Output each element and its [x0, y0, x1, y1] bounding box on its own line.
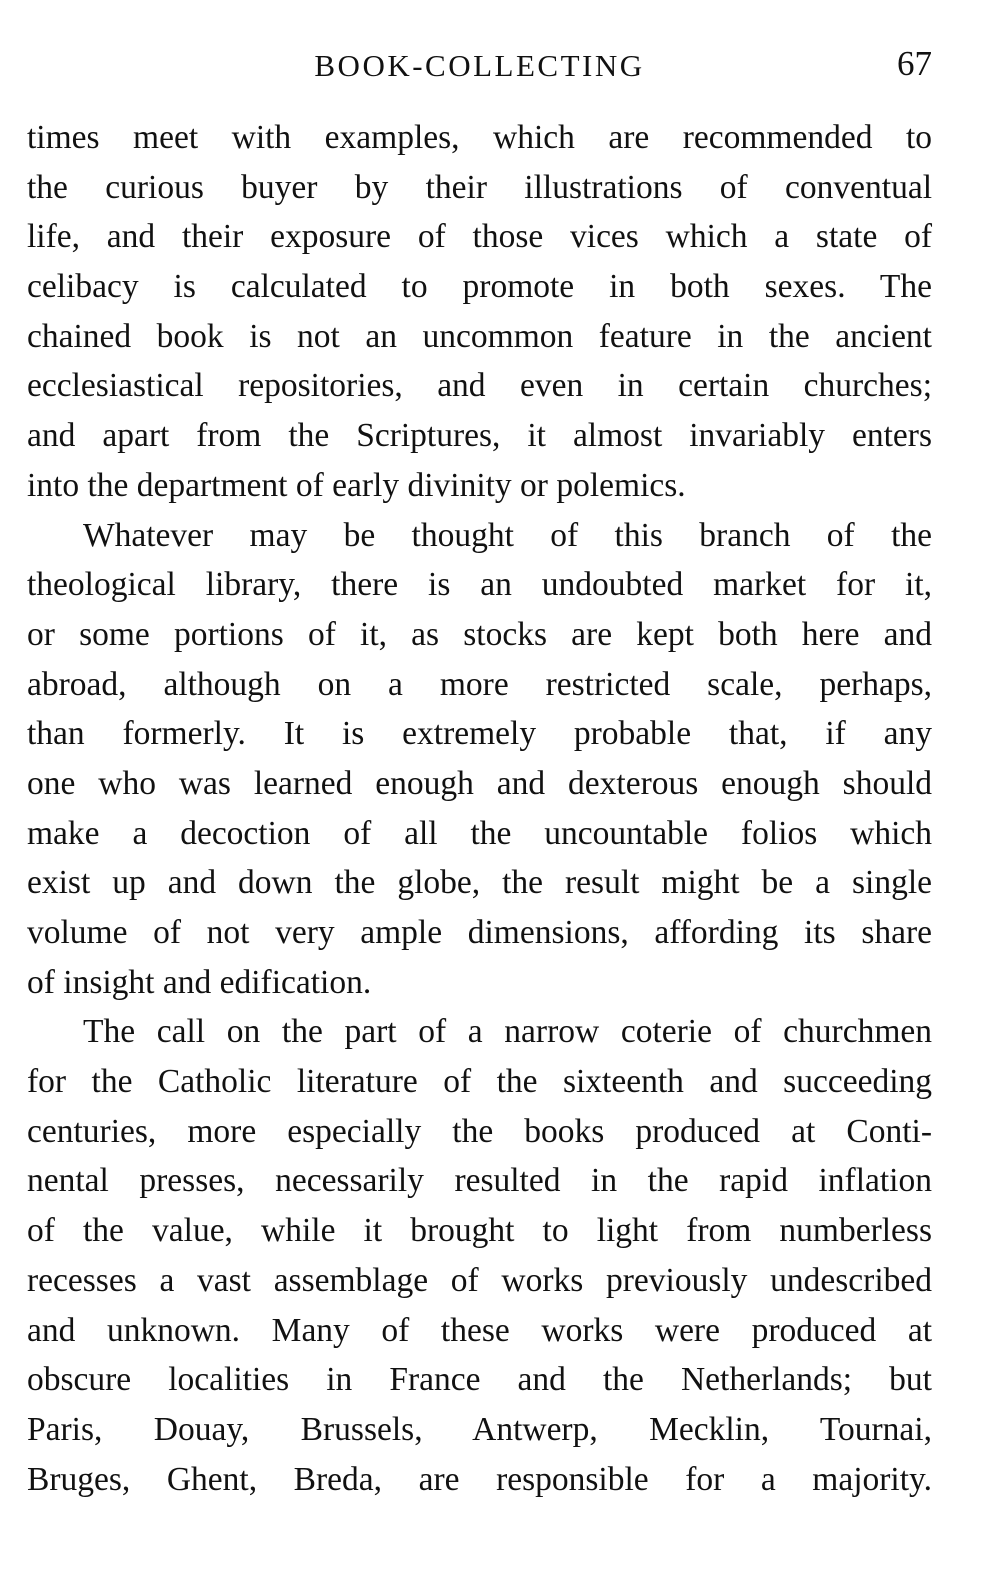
text-line-content: Bruges, Ghent, Breda, are responsible for a majority. [27, 1460, 932, 1498]
text-line-content: Whatever may be thought of this branch of the [83, 516, 932, 554]
text-line [27, 958, 932, 1008]
text-line-content: than formerly. It is extremely probable that, if any [27, 715, 932, 753]
text-line-content: one who was learned enough and dexterous enough should [27, 764, 932, 802]
text-line-content: recesses a vast assemblage of works previously undescribed [27, 1261, 932, 1299]
text-line-content: centuries, more especially the books produced at Conti- [27, 1112, 932, 1150]
text-line-content: of insight and edification. [27, 963, 372, 1001]
text-line-content: ecclesiastical repositories, and even in certain churches; [27, 367, 932, 405]
text-line-content: exist up and down the globe, the result might be a single [27, 864, 932, 902]
text-line-content: nental presses, necessarily resulted in the rapid inflation [27, 1162, 932, 1200]
text-line [27, 312, 932, 362]
text-line-content: times meet with examples, which are recommended to [27, 119, 932, 156]
text-line [27, 262, 932, 312]
text-line [27, 1455, 932, 1505]
text-line [27, 511, 932, 561]
text-line [27, 560, 932, 610]
text-line-content: obscure localities in France and the Netherlands; but [27, 1361, 932, 1399]
text-line [27, 461, 932, 511]
text-line-content: or some portions of it, as stocks are kept both here and [27, 615, 932, 653]
text-line-content: Paris, Douay, Brussels, Antwerp, Mecklin, Tournai, [27, 1410, 932, 1448]
page-number: 67 [897, 44, 932, 83]
text-line [27, 610, 932, 660]
text-line-content: the curious buyer by their illustrations of conventual [27, 168, 932, 206]
text-line [27, 411, 932, 461]
text-line-content: life, and their exposure of those vices which a state of [27, 218, 932, 256]
text-line-content: chained book is not an uncommon feature in the ancient [27, 317, 932, 355]
text-line [27, 809, 932, 859]
text-line [27, 1405, 932, 1455]
text-line [27, 361, 932, 411]
text-line [27, 1256, 932, 1306]
text-line [27, 759, 932, 809]
text-line [27, 1206, 932, 1256]
text-line-content: and apart from the Scriptures, it almost invariably enters [27, 417, 932, 455]
page-body-text [27, 113, 932, 1504]
text-line-content: abroad, although on a more restricted scale, perhaps, [27, 665, 932, 703]
running-title: BOOK-COLLECTING [314, 48, 645, 83]
text-line [27, 212, 932, 262]
text-line [27, 1107, 932, 1157]
text-line [27, 1306, 932, 1356]
text-line [27, 1156, 932, 1206]
text-line-content: volume of not very ample dimensions, affording its share [27, 914, 932, 951]
text-line [27, 163, 932, 213]
text-line [27, 113, 932, 163]
text-line-content: theological library, there is an undoubted market for it, [27, 566, 932, 604]
text-line [27, 1355, 932, 1405]
page-header [27, 44, 932, 88]
text-line-content: celibacy is calculated to promote in both sexes. The [27, 268, 932, 306]
text-line-content: The call on the part of a narrow coterie of churchmen [83, 1013, 932, 1051]
text-line [27, 660, 932, 710]
text-line-content: make a decoction of all the uncountable folios which [27, 814, 932, 852]
text-line [27, 709, 932, 759]
text-line [27, 1057, 932, 1107]
text-line [27, 908, 932, 958]
text-line-content: for the Catholic literature of the sixteenth and succeeding [27, 1063, 932, 1101]
text-line-content: of the value, while it brought to light from numberless [27, 1212, 932, 1250]
text-line [27, 858, 932, 908]
text-line-content: and unknown. Many of these works were produced at [27, 1311, 932, 1349]
text-line-content: into the department of early divinity or polemics. [27, 466, 686, 504]
text-line [27, 1007, 932, 1057]
